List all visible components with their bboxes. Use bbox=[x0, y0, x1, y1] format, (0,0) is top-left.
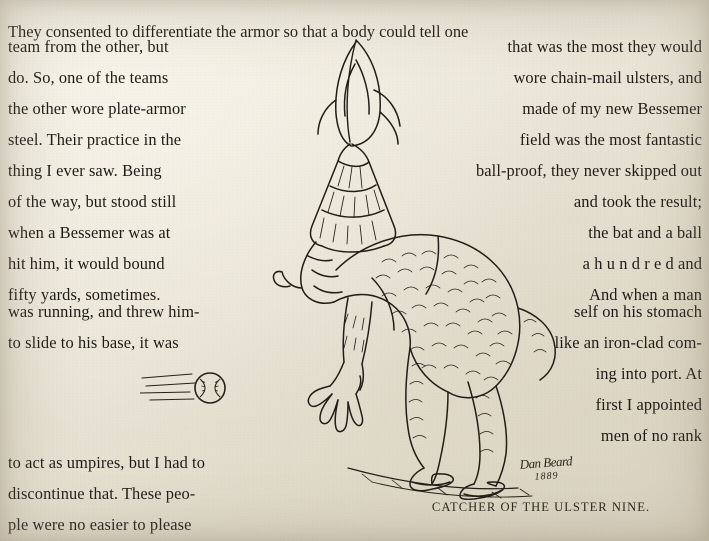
left-text-column-lower bbox=[8, 296, 324, 358]
text-line: to slide to his base, it was bbox=[8, 333, 179, 352]
text-line: self on his stomach bbox=[574, 302, 702, 321]
text-line: like an iron-clad com- bbox=[554, 333, 702, 352]
text-line: and took the result; bbox=[573, 192, 702, 211]
text-line: ball-proof, they never skipped out bbox=[476, 161, 702, 180]
left-text-column-bottom bbox=[8, 447, 313, 540]
text-line: hit him, it would bound bbox=[8, 254, 165, 273]
text-line: that was the most they would bbox=[507, 37, 702, 56]
text-line: ple were no easier to please bbox=[8, 515, 192, 534]
illustration-caption: CATCHER OF THE ULSTER NINE. bbox=[431, 500, 651, 514]
text-line: of the way, but stood still bbox=[8, 192, 177, 211]
text-line: discontinue that. These peo- bbox=[8, 484, 196, 503]
text-line: thing I ever saw. Being bbox=[8, 161, 162, 180]
text-line: made of my new Bessemer bbox=[522, 99, 702, 118]
text-line: a h u n d r e d and bbox=[582, 254, 702, 273]
text-line: the other wore plate-armor bbox=[8, 99, 186, 118]
text-line: steel. Their practice in the bbox=[8, 130, 182, 149]
text-line: the bat and a ball bbox=[588, 223, 702, 242]
text-line: do. So, one of the teams bbox=[8, 68, 169, 87]
left-text-column-upper bbox=[8, 31, 296, 310]
text-line: And when a man bbox=[589, 285, 702, 304]
text-line: field was the most fantastic bbox=[519, 130, 702, 149]
right-text-column-lower bbox=[500, 296, 702, 451]
text-line: was running, and threw him- bbox=[8, 302, 200, 321]
signature-name: Dan Beard bbox=[519, 453, 573, 472]
text-line: They consented to differentiate the armor so that a body could tell one bbox=[8, 22, 469, 42]
signature-year: 1889 bbox=[534, 470, 559, 483]
text-line: when a Bessemer was at bbox=[8, 223, 171, 242]
text-line: fifty yards, sometimes. bbox=[8, 285, 161, 304]
text-line: team from the other, but bbox=[8, 37, 169, 56]
text-line: wore chain-mail ulsters, and bbox=[513, 68, 702, 87]
artist-signature bbox=[519, 453, 573, 484]
text-line: men of no rank bbox=[600, 426, 702, 445]
text-line: to act as umpires, but I had to bbox=[8, 453, 206, 472]
text-line: ing into port. At bbox=[595, 364, 702, 383]
right-text-column-upper bbox=[408, 31, 702, 310]
baseball-illustration bbox=[140, 360, 270, 420]
text-line: first I appointed bbox=[595, 395, 702, 414]
